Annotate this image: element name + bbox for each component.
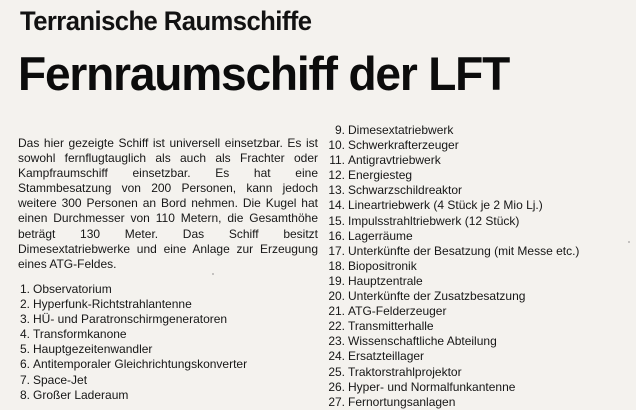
legend-item bbox=[18, 297, 320, 312]
legend-item-number: 16. bbox=[328, 228, 345, 243]
legend-item-number: 27. bbox=[328, 394, 345, 409]
legend-item bbox=[18, 342, 320, 357]
legend-item-label: Antitemporaler Gleichrichtungskonverter bbox=[33, 357, 248, 372]
legend-item bbox=[326, 123, 628, 138]
legend-item-number: 3. bbox=[19, 312, 30, 327]
legend-item-number: 14. bbox=[328, 198, 345, 213]
legend-item-number: 6. bbox=[19, 357, 30, 372]
print-speck bbox=[212, 273, 214, 275]
legend-item bbox=[18, 312, 320, 327]
legend-item-number: 20. bbox=[328, 289, 345, 304]
legend-item bbox=[326, 168, 628, 183]
legend-item-label: Space-Jet bbox=[33, 372, 88, 387]
legend-item-label: Traktorstrahlprojektor bbox=[348, 364, 462, 379]
legend-item bbox=[326, 259, 628, 274]
legend-list-right bbox=[326, 123, 628, 410]
legend-item-number: 1. bbox=[19, 282, 30, 296]
legend-item-label: Schwarzschildreaktor bbox=[348, 183, 463, 198]
legend-item bbox=[326, 153, 628, 168]
legend-item-number: 22. bbox=[328, 319, 345, 334]
legend-item bbox=[326, 214, 628, 229]
legend-item-number: 9. bbox=[334, 123, 345, 137]
legend-item-label: ATG-Felderzeuger bbox=[348, 304, 447, 319]
legend-item-number: 21. bbox=[328, 304, 345, 319]
legend-item-number: 26. bbox=[328, 379, 345, 394]
legend-item bbox=[18, 373, 320, 388]
legend-item bbox=[18, 357, 320, 372]
print-speck bbox=[628, 241, 630, 243]
legend-item bbox=[326, 349, 628, 364]
legend-item bbox=[326, 380, 628, 395]
page-headline: Fernraumschiff der LFT bbox=[18, 47, 510, 100]
legend-item-number: 18. bbox=[328, 258, 345, 273]
legend-item-number: 12. bbox=[328, 168, 345, 183]
legend-item-label: Ersatzteillager bbox=[348, 349, 425, 364]
legend-item-number: 19. bbox=[328, 273, 345, 288]
legend-item-number: 8. bbox=[19, 387, 30, 402]
legend-item-label: Dimesextatriebwerk bbox=[348, 123, 454, 137]
legend-item bbox=[326, 274, 628, 289]
legend-item-number: 15. bbox=[328, 213, 345, 228]
legend-item-number: 13. bbox=[328, 183, 345, 198]
legend-item bbox=[326, 304, 628, 319]
legend-item bbox=[326, 365, 628, 380]
legend-item bbox=[326, 395, 628, 410]
legend-item bbox=[326, 183, 628, 198]
legend-item-number: 10. bbox=[328, 138, 345, 153]
legend-item-number: 23. bbox=[328, 334, 345, 349]
legend-item bbox=[326, 334, 628, 349]
legend-item-number: 11. bbox=[329, 153, 345, 168]
legend-item-number: 25. bbox=[328, 364, 345, 379]
legend-item-number: 24. bbox=[328, 349, 345, 364]
legend-item bbox=[326, 198, 628, 213]
legend-item-label: Transformkanone bbox=[33, 327, 127, 342]
legend-item bbox=[18, 282, 320, 297]
intro-paragraph: Das hier gezeigte Schiff ist universell einsetzbar. Es ist sowohl fernflugtauglich als auch als Frachter oder Kampfraumschiff einsetzbar. Es hat eine Stammbesatzung von 200 Personen, kann jedoch weitere 300 Personen an Bord nehmen. Die Kugel hat einen Durchmesser von 110 Metern, die Gesamthöhe beträgt 130 Meter. Das Schiff besitzt Dimesextatriebwerke und eine Anlage zur Erzeugung eines ATG-Feldes. bbox=[18, 136, 318, 271]
legend-item-label: Unterkünfte der Besatzung (mit Messe etc.) bbox=[348, 243, 580, 258]
legend-item bbox=[18, 388, 320, 403]
legend-item-label: Energiesteg bbox=[348, 168, 413, 183]
legend-item-label: Hauptzentrale bbox=[348, 273, 423, 288]
legend-item bbox=[18, 327, 320, 342]
legend-item-label: Hyperfunk-Richtstrahlantenne bbox=[33, 297, 192, 312]
legend-item bbox=[326, 229, 628, 244]
legend-item-label: Hauptgezeitenwandler bbox=[33, 342, 153, 357]
legend-item bbox=[326, 138, 628, 153]
legend-item-number: 5. bbox=[19, 342, 30, 357]
legend-item bbox=[326, 244, 628, 259]
legend-item-label: Impulsstrahltriebwerk (12 Stück) bbox=[348, 213, 520, 228]
legend-item-label: Unterkünfte der Zusatzbesatzung bbox=[348, 289, 526, 304]
legend-item-label: Wissenschaftliche Abteilung bbox=[348, 334, 497, 349]
legend-item-number: 7. bbox=[19, 372, 30, 387]
legend-item-label: Lagerräume bbox=[348, 228, 413, 243]
legend-item-number: 17. bbox=[328, 243, 345, 258]
legend-item-label: Observatorium bbox=[33, 282, 112, 296]
legend-item-label: Biopositronik bbox=[348, 258, 417, 273]
legend-item bbox=[326, 289, 628, 304]
legend-item-label: Lineartriebwerk (4 Stück je 2 Mio Lj.) bbox=[348, 198, 543, 213]
legend-item-label: HÜ- und Paratronschirmgeneratoren bbox=[33, 312, 228, 327]
legend-item-label: Schwerkrafterzeuger bbox=[348, 138, 459, 153]
legend-item bbox=[326, 319, 628, 334]
legend-item-label: Transmitterhalle bbox=[348, 319, 434, 334]
legend-item-label: Fernortungsanlagen bbox=[348, 394, 456, 409]
section-kicker: Terranische Raumschiffe bbox=[20, 6, 312, 36]
legend-item-number: 2. bbox=[19, 297, 30, 312]
legend-list-left bbox=[18, 282, 320, 403]
legend-item-number: 4. bbox=[19, 327, 30, 342]
legend-item-label: Großer Laderaum bbox=[33, 387, 129, 402]
legend-item-label: Hyper- und Normalfunkantenne bbox=[348, 379, 516, 394]
legend-item-label: Antigravtriebwerk bbox=[348, 153, 441, 168]
